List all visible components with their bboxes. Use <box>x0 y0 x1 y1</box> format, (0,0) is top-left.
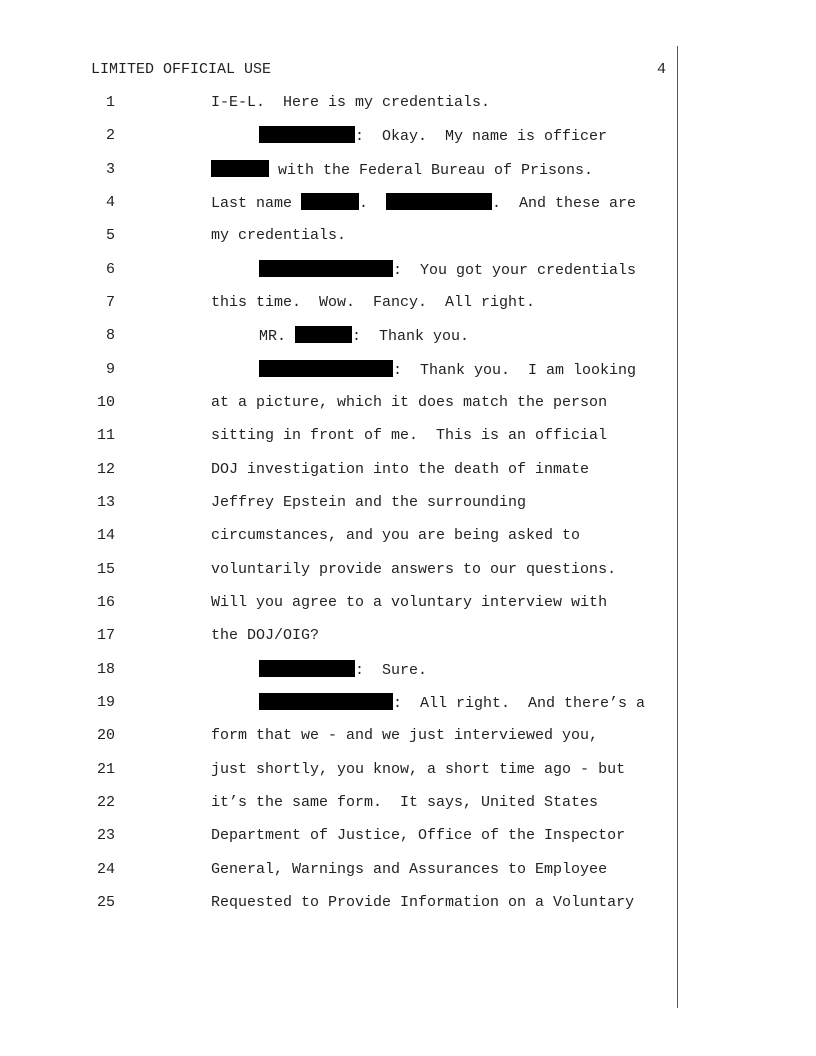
transcript-line <box>0 560 816 584</box>
line-number: 17 <box>96 627 115 644</box>
transcript-line <box>0 126 816 150</box>
transcript-line <box>0 226 816 250</box>
line-text: Will you agree to a voluntary interview with <box>211 594 608 611</box>
line-number: 16 <box>96 594 115 611</box>
transcript-line <box>0 593 816 617</box>
line-text: my credentials. <box>211 227 347 244</box>
redaction-bar <box>259 260 393 277</box>
line-number: 25 <box>96 894 115 911</box>
transcript-line <box>0 293 816 317</box>
redaction-bar <box>259 126 355 143</box>
line-number: 14 <box>96 527 115 544</box>
line-text: this time. Wow. Fancy. All right. <box>211 294 536 311</box>
line-number: 3 <box>105 161 115 178</box>
line-text: : All right. And there’s a <box>393 695 646 712</box>
line-text: sitting in front of me. This is an official <box>211 427 608 444</box>
transcript-line <box>0 526 816 550</box>
page-number: 4 <box>657 61 667 78</box>
transcript-line <box>0 393 816 417</box>
redaction-bar <box>386 193 492 210</box>
line-text: with the Federal Bureau of Prisons. <box>269 162 594 179</box>
redaction-bar <box>259 660 355 677</box>
line-text: Last name <box>211 195 302 212</box>
transcript-line <box>0 626 816 650</box>
line-text: at a picture, which it does match the person <box>211 394 608 411</box>
line-text: form that we - and we just interviewed you, <box>211 727 599 744</box>
line-number: 23 <box>96 827 115 844</box>
redaction-bar <box>301 193 359 210</box>
line-text: I-E-L. Here is my credentials. <box>211 94 491 111</box>
line-number: 10 <box>96 394 115 411</box>
transcript-line <box>0 93 816 117</box>
line-number: 21 <box>96 761 115 778</box>
transcript-line <box>0 493 816 517</box>
line-number: 12 <box>96 461 115 478</box>
transcript-line <box>0 793 816 817</box>
transcript-line <box>0 693 816 717</box>
transcript-line <box>0 260 816 284</box>
transcript-line <box>0 426 816 450</box>
line-text: Department of Justice, Office of the Inspector <box>211 827 626 844</box>
line-text: the DOJ/OIG? <box>211 627 320 644</box>
line-text: . And these are <box>492 195 637 212</box>
line-text: just shortly, you know, a short time ago - but <box>211 761 626 778</box>
redaction-bar <box>259 693 393 710</box>
line-text: it’s the same form. It says, United States <box>211 794 599 811</box>
line-number: 22 <box>96 794 115 811</box>
line-text: : Okay. My name is officer <box>355 128 608 145</box>
transcript-line <box>0 726 816 750</box>
line-number: 11 <box>96 427 115 444</box>
line-number: 6 <box>105 261 115 278</box>
redaction-bar <box>259 360 393 377</box>
line-text: : Thank you. I am looking <box>393 362 637 379</box>
line-number: 7 <box>105 294 115 311</box>
line-text: Requested to Provide Information on a Voluntary <box>211 894 635 911</box>
line-text: : Thank you. <box>352 328 470 345</box>
line-number: 9 <box>105 361 115 378</box>
line-text: circumstances, and you are being asked to <box>211 527 581 544</box>
redaction-bar <box>295 326 352 343</box>
transcript-line <box>0 326 816 350</box>
transcript-line <box>0 160 816 184</box>
line-number: 13 <box>96 494 115 511</box>
line-number: 8 <box>105 327 115 344</box>
transcript-line <box>0 860 816 884</box>
line-number: 24 <box>96 861 115 878</box>
transcript-line <box>0 360 816 384</box>
line-text: voluntarily provide answers to our questions. <box>211 561 617 578</box>
line-number: 19 <box>96 694 115 711</box>
line-text: : You got your credentials <box>393 262 637 279</box>
line-number: 4 <box>105 194 115 211</box>
line-text: MR. <box>259 328 296 345</box>
transcript-line <box>0 826 816 850</box>
line-number: 18 <box>96 661 115 678</box>
transcript-line <box>0 893 816 917</box>
line-number: 15 <box>96 561 115 578</box>
line-number: 20 <box>96 727 115 744</box>
transcript-line <box>0 660 816 684</box>
redaction-bar <box>211 160 269 177</box>
line-text: : Sure. <box>355 662 428 679</box>
document-classification-header: LIMITED OFFICIAL USE <box>91 61 272 78</box>
transcript-line <box>0 193 816 217</box>
line-number: 2 <box>105 127 115 144</box>
line-text: DOJ investigation into the death of inmate <box>211 461 590 478</box>
line-number: 5 <box>105 227 115 244</box>
line-text: . <box>359 195 387 212</box>
line-text: Jeffrey Epstein and the surrounding <box>211 494 527 511</box>
line-number: 1 <box>105 94 115 111</box>
line-text: General, Warnings and Assurances to Employee <box>211 861 608 878</box>
transcript-line <box>0 460 816 484</box>
transcript-line <box>0 760 816 784</box>
